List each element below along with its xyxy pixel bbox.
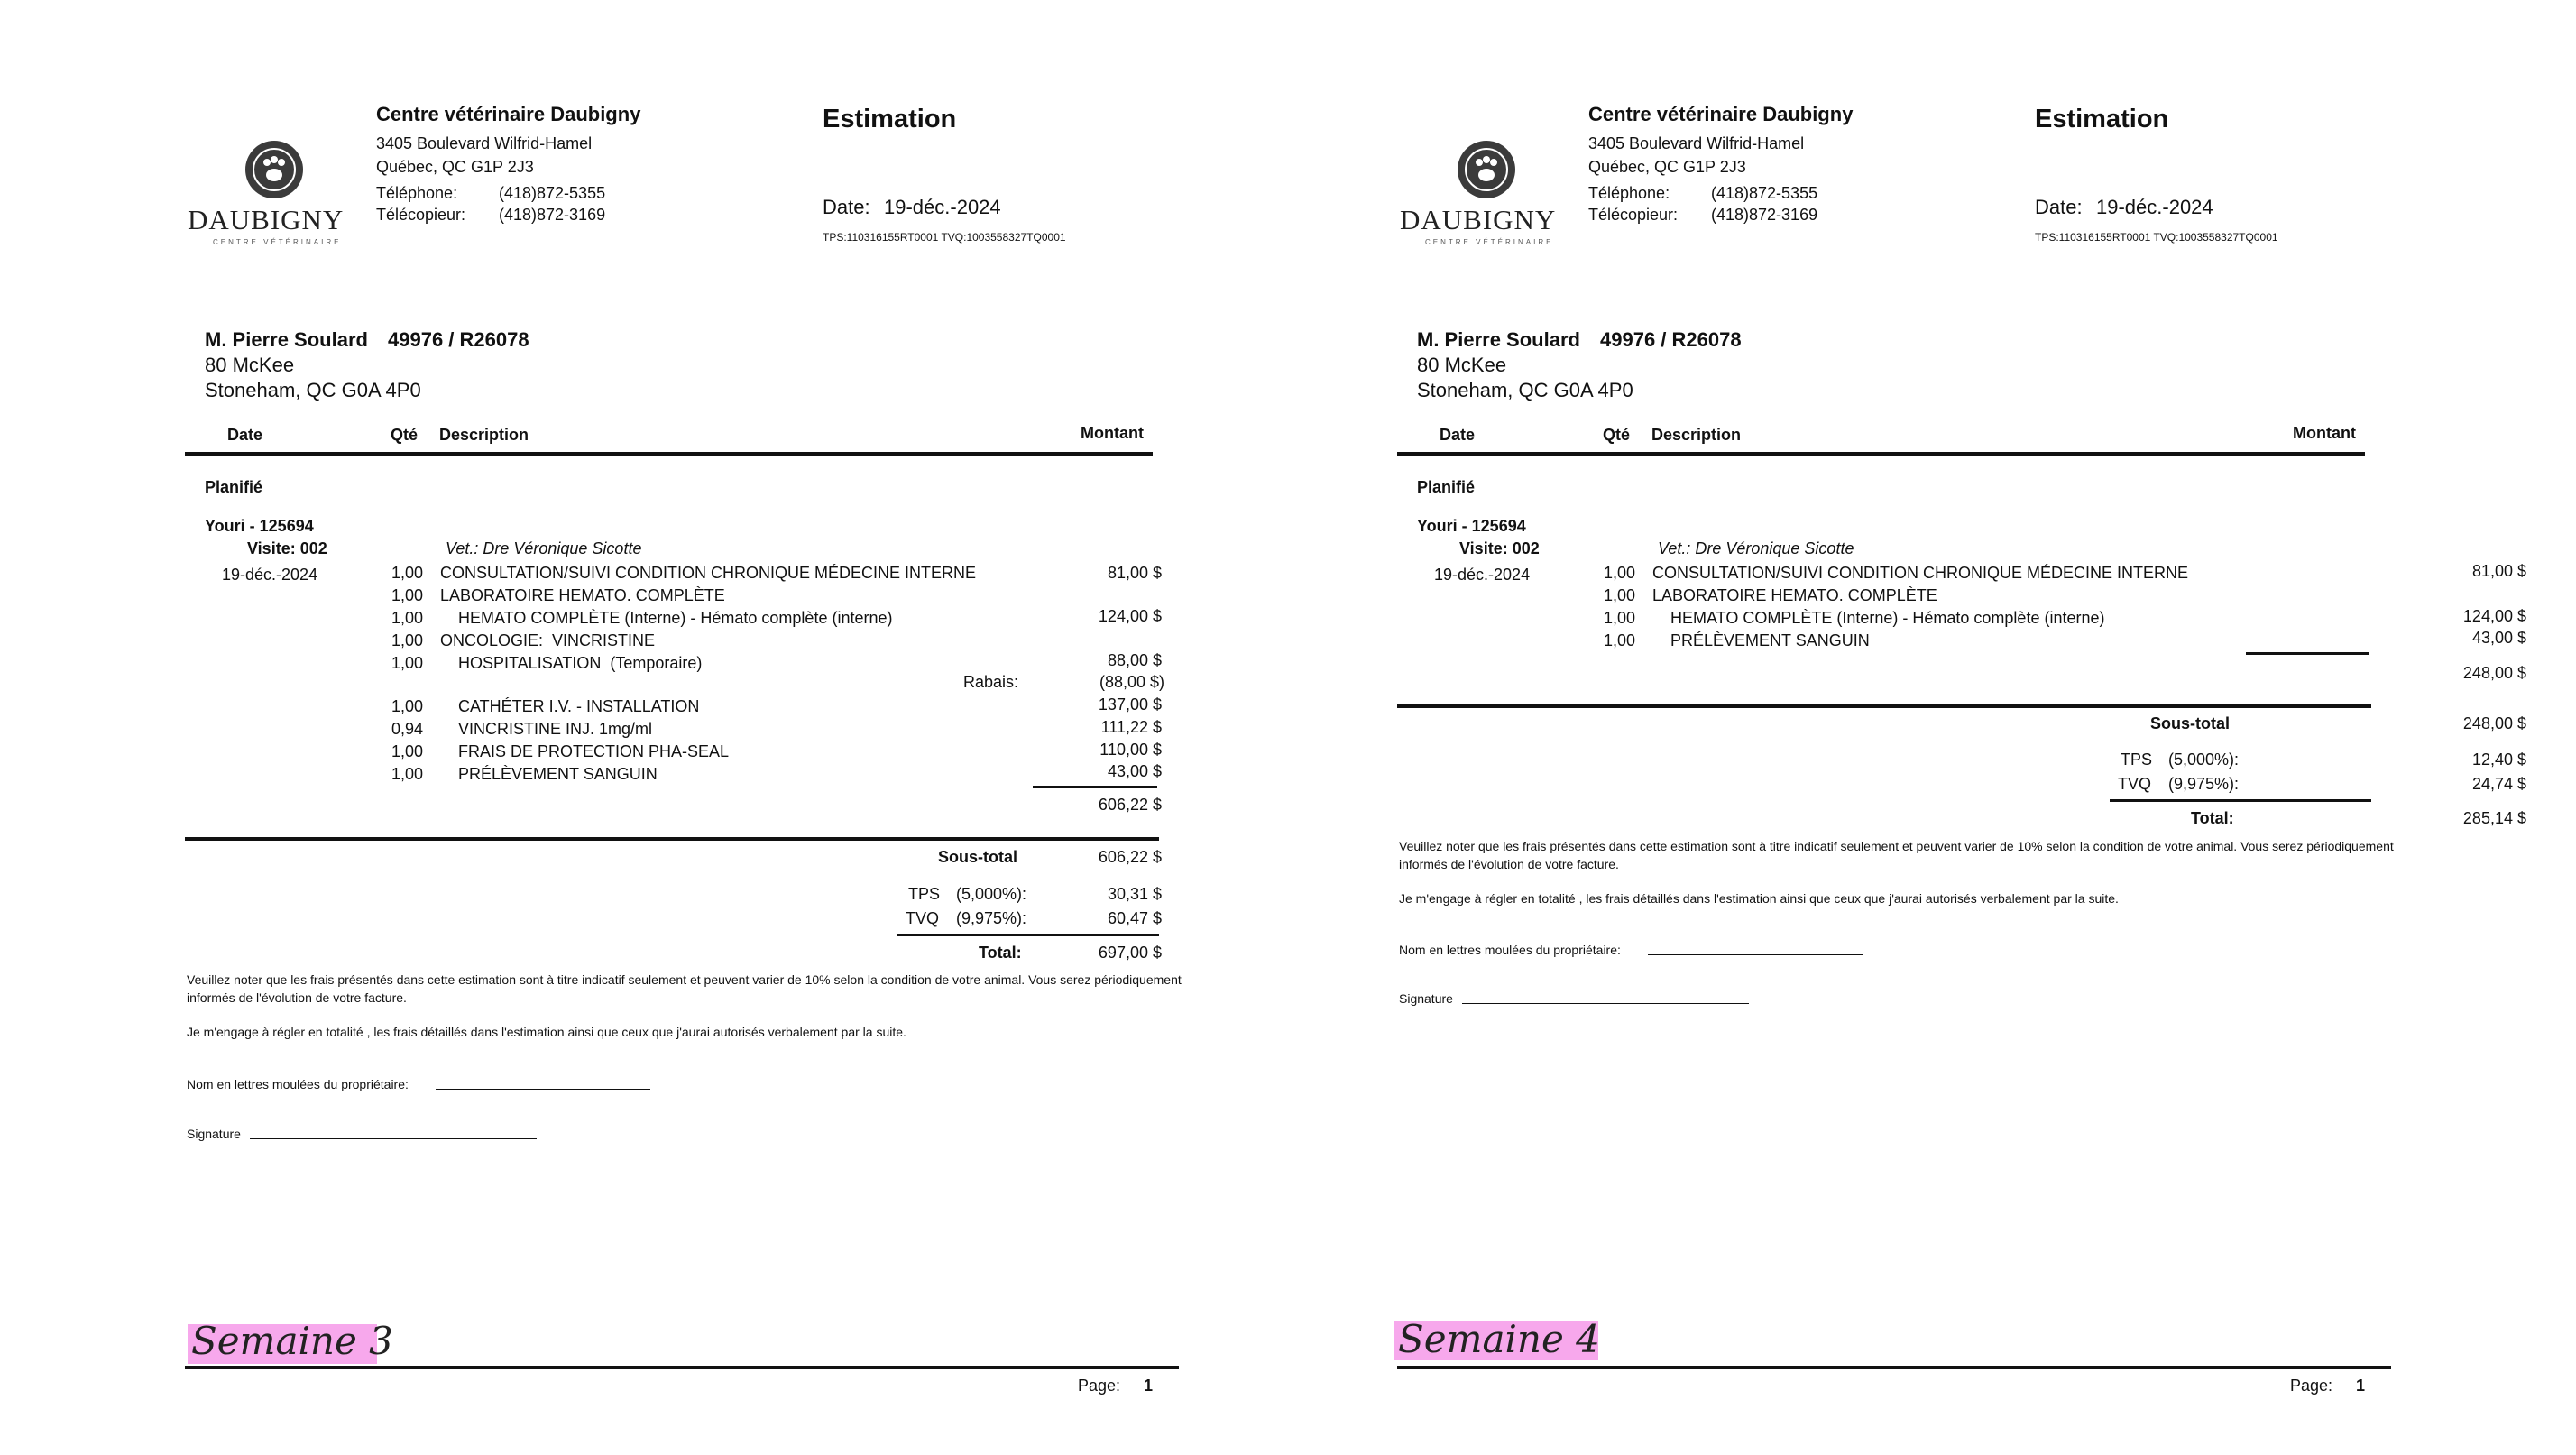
date-label: Date: [2035,196,2083,218]
visit-total: 606,22 $ [1098,796,1162,814]
page-number: 1 [2356,1377,2366,1395]
customer-city: Stoneham, QC G0A 4P0 [1417,379,1633,401]
header-rule [1397,452,2365,456]
item-description: FRAIS DE PROTECTION PHA-SEAL [440,742,730,760]
total-rule [897,934,1159,936]
item-amount: 88,00 $ [1107,651,1162,669]
footer-rule [1397,1366,2391,1369]
item-amount: 43,00 $ [2471,629,2526,647]
phone-number: (418)872-5355 [499,184,606,202]
visit-total: 248,00 $ [2462,664,2526,682]
paw-icon [1458,141,1515,198]
item-description: VINCRISTINE INJ. 1mg/ml [440,720,653,738]
col-header-date: Date [227,426,263,444]
clinic-name: Centre vétérinaire Daubigny [1588,103,1854,125]
clinic-logo [188,141,368,249]
item-description: PRÉLÈVEMENT SANGUIN [440,765,658,783]
customer-street: 80 McKee [1417,354,1507,376]
subtotal-amount: 606,22 $ [1098,848,1162,866]
item-qty: 1,00 [391,697,424,715]
signature-line [1462,1003,1749,1004]
customer-name: M. Pierre Soulard [205,328,368,351]
signature-line [250,1138,537,1139]
customer-name: M. Pierre Soulard [1417,328,1580,351]
handwritten-note: Semaine 4 [1398,1317,1600,1361]
item-description: CONSULTATION/SUIVI CONDITION CHRONIQUE MÉDECINE INTERNE [440,564,977,582]
total-rule [2110,799,2371,802]
subtotal-amount: 248,00 $ [2462,714,2526,732]
owner-name-label: Nom en lettres moulées du propriétaire: [1399,943,1621,957]
logo-wordmark: DAUBIGNY [1400,204,1557,235]
tax-ids: TPS:110316155RT0001 TVQ:1003558327TQ0001 [2035,231,2278,244]
col-header-amount: Montant [1081,424,1144,442]
item-description: HEMATO COMPLÈTE (Interne) - Hémato complète (interne) [440,609,893,627]
header-rule [185,452,1153,456]
item-description: LABORATOIRE HEMATO. COMPLÈTE [440,586,725,604]
total-label: Total: [979,944,1022,962]
tvq-rate: (9,975%): [2168,775,2240,793]
date-label: Date: [823,196,870,218]
customer-account: 49976 / R26078 [1600,328,1742,351]
clinic-logo [1400,141,1580,249]
logo-subtitle: CENTRE VÉTÉRINAIRE [213,238,342,246]
page-label: Page: [2290,1377,2333,1395]
subtotal-label: Sous-total [2150,714,2230,732]
customer-street: 80 McKee [205,354,295,376]
discount-amount: (88,00 $) [1099,673,1164,691]
fax-number: (418)872-3169 [1711,206,1818,224]
document-title: Estimation [823,105,957,134]
item-amount: 43,00 $ [1107,762,1162,780]
signature-label: Signature [1399,991,1453,1006]
section-planned: Planifié [1417,478,1476,496]
col-header-description: Description [1651,426,1742,444]
item-amount: 81,00 $ [1107,564,1162,582]
customer-account: 49976 / R26078 [388,328,529,351]
commitment-note: Je m'engage à régler en totalité , les frais détaillés dans l'estimation ainsi que ceux que j'aurai autorisés verbalement par la suite. [1399,891,2119,906]
clinic-address-1: 3405 Boulevard Wilfrid-Hamel [1588,134,1805,152]
fax-label: Télécopieur: [376,206,466,224]
item-amount: 124,00 $ [2462,607,2526,625]
item-amount: 110,00 $ [1099,741,1162,759]
tps-amount: 12,40 $ [2471,751,2526,769]
veterinarian: Vet.: Dre Véronique Sicotte [1658,539,1854,557]
visit-total-rule [2246,652,2369,655]
paw-icon [245,141,303,198]
visit-total-rule [1033,786,1157,788]
phone-label: Téléphone: [376,184,458,202]
col-header-amount: Montant [2293,424,2356,442]
patient-name: Youri - 125694 [1417,517,1526,535]
document-title: Estimation [2035,105,2169,134]
item-qty: 1,00 [1604,609,1636,627]
item-qty: 1,00 [391,609,424,627]
footer-rule [185,1366,1179,1369]
item-qty: 0,94 [391,720,424,738]
item-description: CATHÉTER I.V. - INSTALLATION [440,697,700,715]
clinic-address-2: Québec, QC G1P 2J3 [1588,158,1746,176]
tvq-amount: 60,47 $ [1107,909,1162,927]
patient-name: Youri - 125694 [205,517,314,535]
document-date: 19-déc.-2024 [884,196,1001,218]
phone-label: Téléphone: [1588,184,1670,202]
discount-label: Rabais: [963,673,1019,691]
item-qty: 1,00 [391,765,424,783]
total-amount: 697,00 $ [1098,944,1162,962]
phone-number: (418)872-5355 [1711,184,1818,202]
item-qty: 1,00 [391,742,424,760]
tvq-rate: (9,975%): [956,909,1027,927]
page-number: 1 [1144,1377,1154,1395]
handwritten-note: Semaine 3 [191,1319,393,1363]
tvq-label: TVQ [906,909,940,927]
item-qty: 1,00 [1604,631,1636,649]
logo-wordmark: DAUBIGNY [188,204,345,235]
totals-rule [185,837,1159,841]
col-header-qty: Qté [391,426,419,444]
customer-city: Stoneham, QC G0A 4P0 [205,379,421,401]
visit-date: 19-déc.-2024 [1434,566,1531,584]
totals-rule [1397,704,2371,708]
item-qty: 1,00 [391,654,424,672]
item-amount: 81,00 $ [2471,562,2526,580]
section-planned: Planifié [205,478,263,496]
total-amount: 285,14 $ [2462,809,2526,827]
tps-label: TPS [2121,751,2153,769]
item-qty: 1,00 [1604,564,1636,582]
estimate-page-2 [1288,0,2576,1455]
tps-label: TPS [908,885,941,903]
tax-ids: TPS:110316155RT0001 TVQ:1003558327TQ0001 [823,231,1066,244]
tps-rate: (5,000%): [956,885,1027,903]
subtotal-label: Sous-total [938,848,1017,866]
item-qty: 1,00 [391,631,424,649]
col-header-description: Description [439,426,529,444]
commitment-note: Je m'engage à régler en totalité , les frais détaillés dans l'estimation ainsi que ceux que j'aurai autorisés verbalement par la suite. [187,1025,906,1039]
tvq-amount: 24,74 $ [2471,775,2526,793]
item-qty: 1,00 [1604,586,1636,604]
veterinarian: Vet.: Dre Véronique Sicotte [446,539,642,557]
item-description: ONCOLOGIE: VINCRISTINE [440,631,656,649]
logo-subtitle: CENTRE VÉTÉRINAIRE [1425,238,1554,246]
item-qty: 1,00 [391,564,424,582]
tvq-label: TVQ [2118,775,2152,793]
col-header-qty: Qté [1603,426,1631,444]
item-description: PRÉLÈVEMENT SANGUIN [1652,631,1870,649]
fax-number: (418)872-3169 [499,206,606,224]
col-header-date: Date [1440,426,1476,444]
fax-label: Télécopieur: [1588,206,1679,224]
item-amount: 137,00 $ [1098,695,1162,714]
clinic-address-2: Québec, QC G1P 2J3 [376,158,534,176]
total-label: Total: [2191,809,2234,827]
owner-name-label: Nom en lettres moulées du propriétaire: [187,1077,409,1091]
page-label: Page: [1078,1377,1121,1395]
tps-rate: (5,000%): [2168,751,2240,769]
item-description: HEMATO COMPLÈTE (Interne) - Hémato complète (interne) [1652,609,2105,627]
item-description: HOSPITALISATION (Temporaire) [440,654,703,672]
item-amount: 111,22 $ [1100,718,1162,736]
tps-amount: 30,31 $ [1107,885,1162,903]
item-description: CONSULTATION/SUIVI CONDITION CHRONIQUE MÉDECINE INTERNE [1652,564,2189,582]
disclaimer-note: Veuillez noter que les frais présentés dans cette estimation sont à titre indicatif seulement et peuvent varier de 10% selon la condition de votre animal. Vous serez périodiquement informés de l'évolution de votre facture. [187,972,1182,1005]
owner-name-line [1648,954,1863,955]
clinic-name: Centre vétérinaire Daubigny [376,103,641,125]
clinic-address-1: 3405 Boulevard Wilfrid-Hamel [376,134,593,152]
item-qty: 1,00 [391,586,424,604]
signature-label: Signature [187,1127,241,1141]
disclaimer-note: Veuillez noter que les frais présentés dans cette estimation sont à titre indicatif seulement et peuvent varier de 10% selon la condition de votre animal. Vous serez périodiquement informés de l'évolution de votre facture. [1399,839,2394,871]
item-amount: 124,00 $ [1098,607,1162,625]
document-date: 19-déc.-2024 [2096,196,2213,218]
visit-number: Visite: 002 [247,539,327,557]
owner-name-line [436,1089,650,1090]
visit-date: 19-déc.-2024 [222,566,318,584]
visit-number: Visite: 002 [1459,539,1540,557]
item-description: LABORATOIRE HEMATO. COMPLÈTE [1652,586,1937,604]
